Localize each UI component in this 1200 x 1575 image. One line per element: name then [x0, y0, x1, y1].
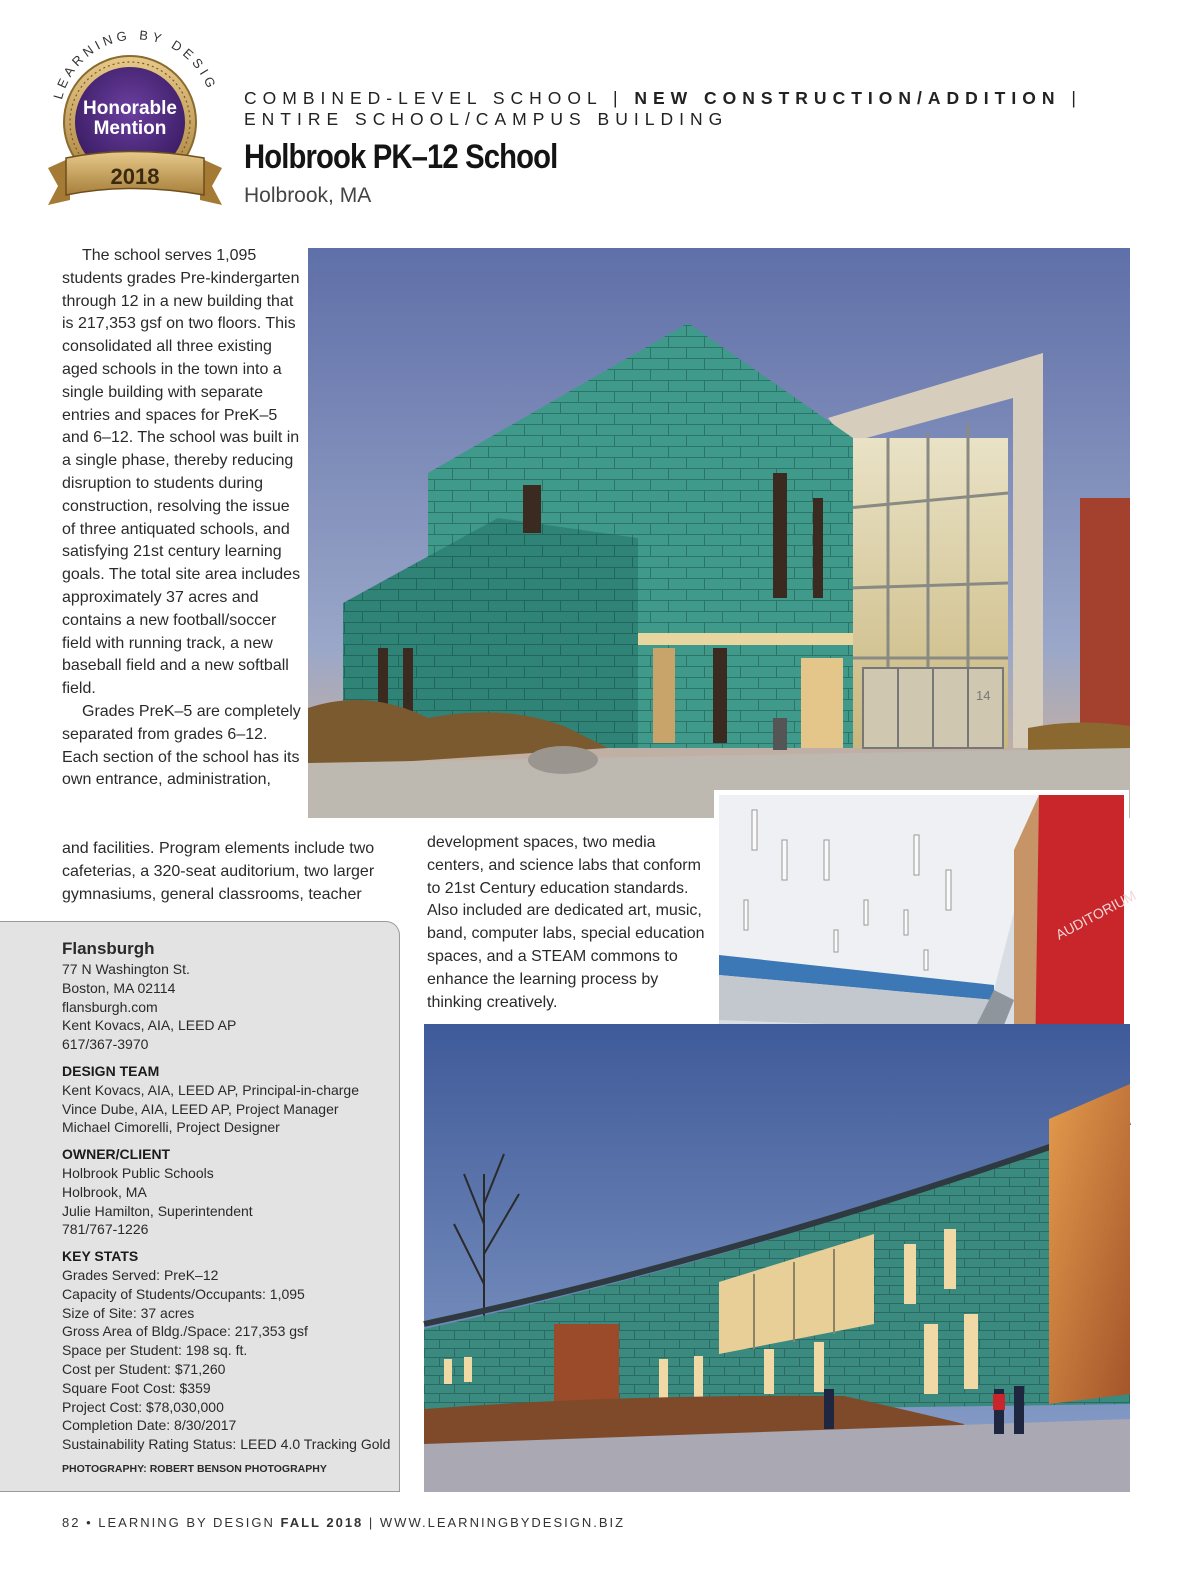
footer-url[interactable]: WWW.LEARNINGBYDESIGN.BIZ: [379, 1515, 626, 1530]
magazine-name: LEARNING BY DESIGN: [98, 1515, 281, 1530]
category-part2: NEW CONSTRUCTION/ADDITION: [634, 88, 1061, 108]
stat-line: Capacity of Students/Occupants: 1,095: [62, 1285, 305, 1302]
article-paragraph-2-wide: and facilities. Program elements include two cafeterias, a 320-seat auditorium, two larger gymnasiums, general classrooms, teacher: [62, 840, 375, 903]
firm-name: Flansburgh: [62, 939, 155, 958]
project-info: [62, 938, 392, 1479]
project-location: Holbrook, MA: [244, 184, 372, 207]
stat-line: Gross Area of Bldg./Space: 217,353 gsf: [62, 1323, 308, 1340]
owner-line: Holbrook, MA: [62, 1183, 147, 1200]
owner-line: Holbrook Public Schools: [62, 1164, 214, 1181]
category-part1: COMBINED-LEVEL SCHOOL |: [244, 88, 635, 108]
article-column-1: [62, 245, 302, 792]
project-title: Holbrook PK–12 School: [244, 138, 558, 176]
stat-line: Completion Date: 8/30/2017: [62, 1417, 237, 1434]
badge-award-line2: Mention: [93, 118, 167, 139]
photo-exterior-dusk: [424, 1024, 1130, 1492]
design-team-member: Michael Cimorelli, Project Designer: [62, 1119, 280, 1136]
firm-city: Boston, MA 02114: [62, 979, 176, 996]
category-label: [244, 88, 1144, 130]
award-seal: [40, 30, 230, 220]
badge-year: 2018: [110, 164, 160, 189]
article-paragraph-2-col2: development spaces, two media centers, and science labs that conform to 21st Century education standards. Also included are dedicated art, music, band, computer labs, special education spaces, and a STEAM commons to enhance the learning process by thinking creatively.: [427, 834, 705, 1011]
category-part3: |: [1060, 88, 1082, 108]
category-line2: ENTIRE SCHOOL/CAMPUS BUILDING: [244, 109, 729, 129]
photo-exterior-entrance: [308, 248, 1130, 818]
stat-line: Size of Site: 37 acres: [62, 1304, 195, 1321]
page-number: 82: [62, 1515, 81, 1530]
stat-line: Project Cost: $78,030,000: [62, 1398, 224, 1415]
badge-award-line1: Honorable: [83, 98, 177, 119]
design-team-member: Kent Kovacs, AIA, LEED AP, Principal-in-charge: [62, 1081, 360, 1098]
owner-line: 781/767-1226: [62, 1221, 149, 1238]
article-paragraph-1: The school serves 1,095 students grades Pre-kindergarten through 12 in a new building that is 217,353 gsf on two floors. This consolidated all three existing aged schools in the town into a single building with separate entries and spaces for PreK–5 and 6–12. The school was built in a single phase, thereby reducing disruption to students during construction, resolving the issue of three antiquated schools, and satisfying 21st century learning goals. The total site area includes approximately 37 acres and contains a new football/soccer field with running track, a new baseball field and a new softball field.: [62, 247, 301, 698]
firm-phone: 617/367-3970: [62, 1036, 149, 1053]
key-stats-heading: KEY STATS: [62, 1248, 139, 1265]
badge-arc-text: LEARNING BY DESIG: [50, 30, 221, 101]
photo-credit: PHOTOGRAPHY: ROBERT BENSON PHOTOGRAPHY: [62, 1462, 327, 1475]
auditorium-sign: AUDITORIUM: [1052, 887, 1139, 943]
award-badge: [40, 30, 230, 220]
stat-line: Sustainability Rating Status: LEED 4.0 Tracking Gold: [62, 1436, 391, 1453]
firm-address: 77 N Washington St.: [62, 961, 190, 977]
stat-line: Grades Served: PreK–12: [62, 1266, 219, 1283]
owner-line: Julie Hamilton, Superintendent: [62, 1202, 253, 1219]
page-footer: [62, 1515, 625, 1530]
design-team-member: Vince Dube, AIA, LEED AP, Project Manager: [62, 1100, 339, 1117]
firm-website: flansburgh.com: [62, 998, 158, 1015]
owner-heading: OWNER/CLIENT: [62, 1146, 171, 1163]
article-paragraph-2-start: Grades PreK–5 are completely separated from grades 6–12. Each section of the school has its own entrance, administration,: [62, 702, 301, 789]
footer-bullet: •: [80, 1515, 99, 1530]
stat-line: Space per Student: 198 sq. ft.: [62, 1342, 248, 1359]
footer-divider: |: [363, 1515, 380, 1530]
door-number: 14: [976, 688, 991, 703]
design-team-heading: DESIGN TEAM: [62, 1062, 160, 1079]
stat-line: Cost per Student: $71,260: [62, 1360, 226, 1377]
category-line1: [244, 88, 1144, 109]
stat-line: Square Foot Cost: $359: [62, 1379, 211, 1396]
issue-label: FALL 2018: [280, 1515, 364, 1530]
firm-contact: Kent Kovacs, AIA, LEED AP: [62, 1017, 237, 1034]
